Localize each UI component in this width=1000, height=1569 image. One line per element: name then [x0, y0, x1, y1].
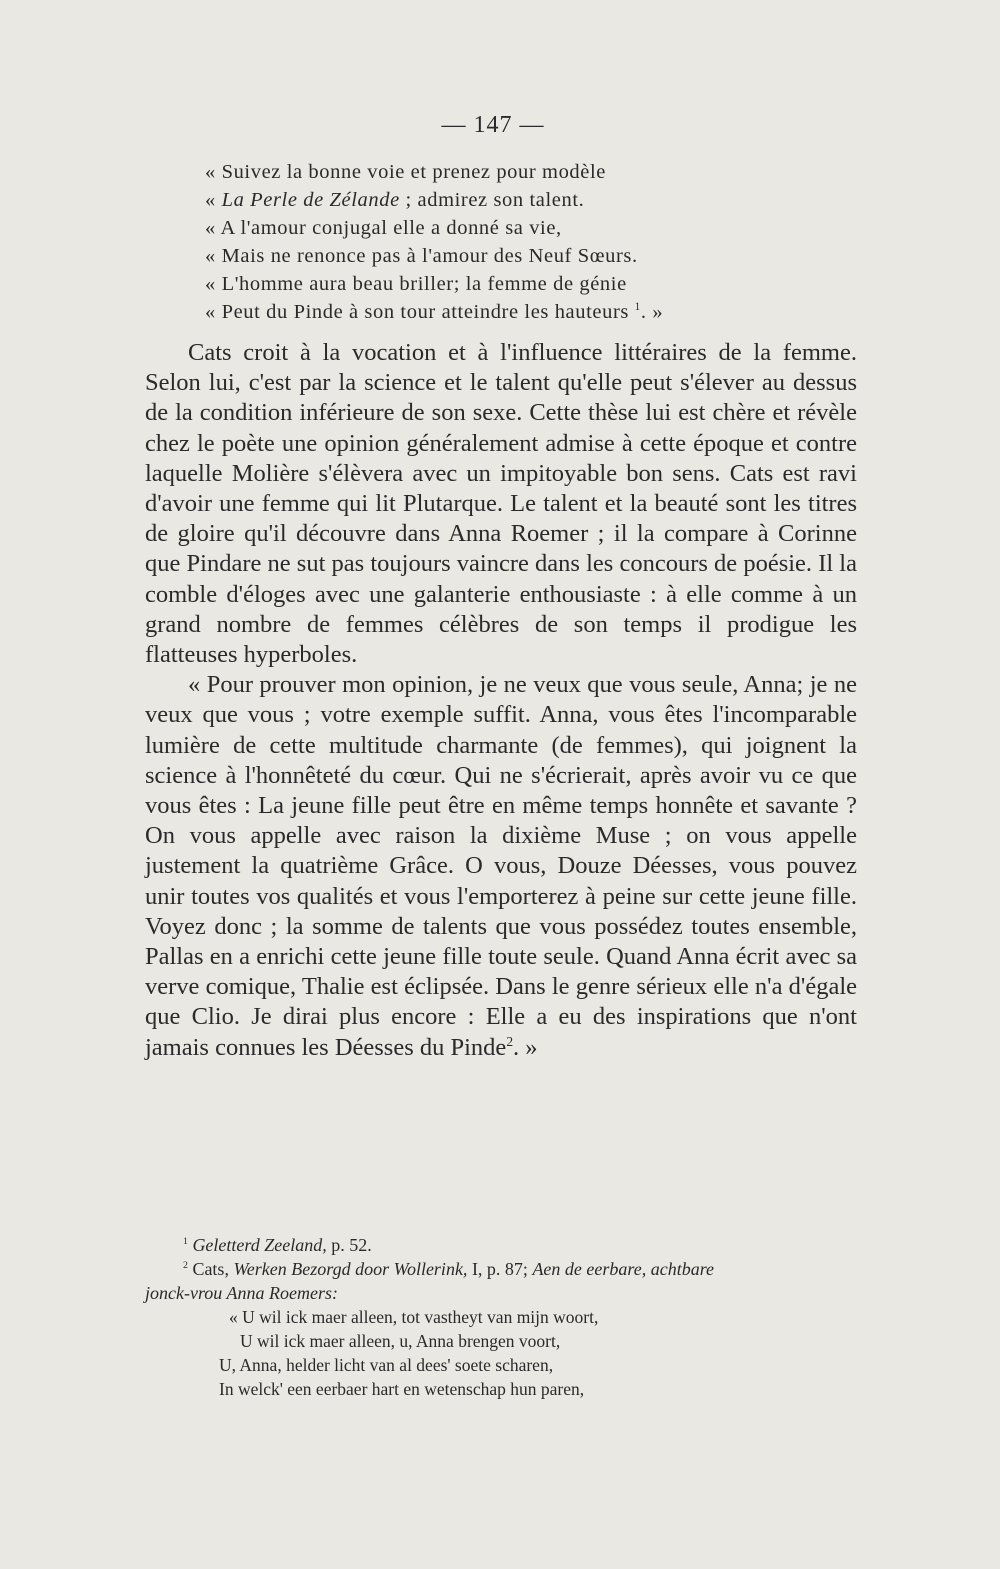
footnote-ref-1: 1	[634, 301, 641, 314]
footnote-1	[145, 1233, 861, 1257]
poem-line-text: ; admirez son talent.	[399, 189, 585, 211]
footnote-number: 2	[183, 1260, 188, 1271]
paragraph-text: . »	[513, 1033, 538, 1061]
paragraph-text: Cats croit à la vocation et à l'influence littéraires de la femme. Selon lui, c'est par la science et le talent qu'elle peut s'élever au dessus de la condition inférieure de son sexe. Cette thèse lui est chère et révèle chez le poète une opinion généralement admise à cette époque et contre laquelle Molière s'élèvera avec un impitoyable bon sens. Cats est ravi d'avoir une femme qui lit Plutarque. Le talent et la beauté sont les titres de gloire qu'il découvre dans Anna Roemer ; il la compare à Corinne que Pindare ne sut pas toujours vaincre dans les concours de poésie. Il la comble d'éloges avec une galanterie enthousiaste : à elle comme à un grand nombre de femmes célèbres de son temps il prodigue les flatteuses hyperboles.	[145, 339, 857, 669]
verse-line: In welck' een eerbaer hart en wetenschap hun paren,	[219, 1379, 585, 1399]
poem-line-text: « Suivez la bonne voie et prenez pour modèle	[205, 161, 606, 183]
paragraph-text: « Pour prouver mon opinion, je ne veux que vous seule, Anna; je ne veux que vous ; votre exemple suffit. Anna, vous êtes l'incomparable lumière de cette multitude charmante (de femmes), qui joignent la science à l'honnêteté du cœur. Qui ne s'écrierait, après avoir vu ce que vous êtes : La jeune fille peut être en même temps honnête et savante ? On vous appelle avec raison la dixième Muse ; on vous appelle justement la quatrième Grâce. O vous, Douze Déesses, vous pouvez unir toutes vos qualités et vous l'emporterez à peine sur cette jeune fille. Voyez donc ; la somme de talents que vous possédez toutes ensemble, Pallas en a enrichi cette jeune fille toute seule. Quand Anna écrit avec sa verve comique, Thalie est éclipsée. Dans le genre sérieux elle n'a d'égale que Clio. Je dirai plus encore : Elle a eu des inspirations que n'ont jamais connues les Déesses du Pinde	[145, 671, 857, 1061]
paragraph	[145, 338, 857, 670]
footnote-text: I, p. 87;	[467, 1259, 533, 1279]
verse-line: « U wil ick maer alleen, tot vastheyt van mijn woort,	[229, 1307, 599, 1327]
body-text	[145, 338, 857, 1063]
footnote-title: jonck-vrou Anna Roemers:	[145, 1283, 338, 1303]
poem-line	[205, 298, 845, 326]
poem-line-text: «	[205, 189, 222, 211]
poem-line	[205, 186, 845, 214]
footnote-title: Werken Bezorgd door Wollerink,	[233, 1259, 468, 1279]
footnote-text: Cats,	[192, 1259, 234, 1279]
footnote-number: 1	[183, 1236, 188, 1247]
poem-line-text: . »	[640, 301, 664, 323]
footnote-ref-2: 2	[506, 1033, 514, 1049]
poem-line	[205, 270, 845, 298]
footnote-title: Aen de eerbare, achtbare	[532, 1259, 715, 1279]
paragraph	[145, 670, 857, 1063]
poem-line-title: La Perle de Zélande	[221, 189, 400, 211]
poem-quotation	[205, 158, 845, 326]
footnote-title: Geletterd Zeeland,	[192, 1235, 327, 1255]
footnote-text: p. 52.	[326, 1235, 372, 1255]
poem-line	[205, 158, 845, 186]
footnotes	[145, 1233, 861, 1401]
footnote-2-continued	[145, 1281, 861, 1305]
poem-line	[205, 242, 845, 270]
page-number: — 147 —	[441, 112, 545, 138]
poem-line-text: « Peut du Pinde à son tour atteindre les hauteurs	[205, 301, 635, 323]
verse-line: U, Anna, helder licht van al dees' soete scharen,	[219, 1355, 554, 1375]
poem-line-text: « Mais ne renonce pas à l'amour des Neuf Sœurs.	[205, 245, 638, 267]
poem-line-text: « A l'amour conjugal elle a donné sa vie,	[205, 217, 562, 239]
poem-line	[205, 214, 845, 242]
poem-line-text: « L'homme aura beau briller; la femme de génie	[205, 273, 627, 295]
footnote-verse	[145, 1305, 861, 1401]
verse-line: U wil ick maer alleen, u, Anna brengen voort,	[240, 1331, 561, 1351]
footnote-2	[145, 1257, 861, 1281]
